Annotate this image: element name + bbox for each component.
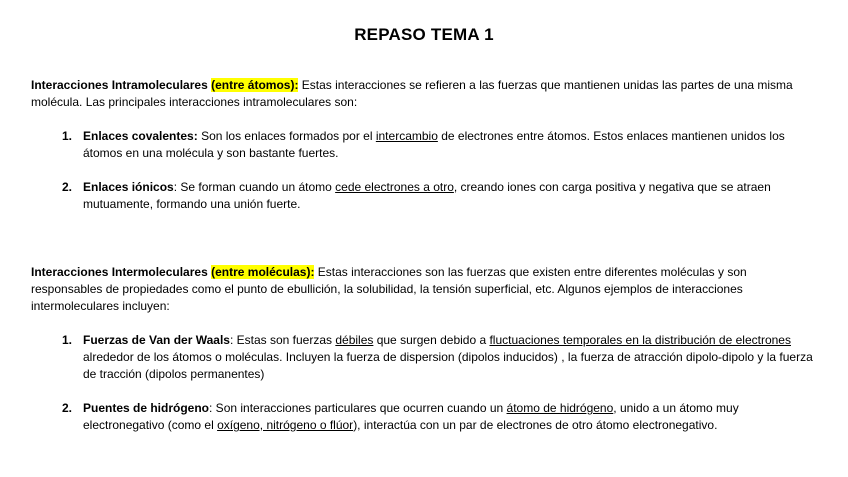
- item-text: de electrones entre átomos. Estos enlaces mantienen unidos los átomos en una molécula y son bastante fuertes.: [83, 129, 785, 160]
- item-underlined: cede electrones a otro: [335, 180, 454, 194]
- item-number: 2.: [62, 401, 73, 415]
- item-term: Puentes de hidrógeno: [83, 401, 210, 415]
- list-item: [31, 400, 821, 434]
- item-underlined: débiles: [335, 333, 374, 347]
- item-number: 2.: [62, 180, 73, 194]
- item-text: ), interactúa con un par de electrones de otro átomo electronegativo.: [353, 418, 718, 432]
- item-text: , creando iones con carga positiva y negativa que se atraen mutuamente, formando una unión fuerte.: [83, 180, 771, 211]
- intramolecular-list-2: [31, 179, 821, 213]
- item-underlined: oxígeno, nitrógeno o flúor: [217, 418, 354, 432]
- item-term: Enlaces covalentes:: [83, 129, 198, 143]
- intramolecular-heading: Interacciones Intramoleculares: [31, 78, 208, 92]
- list-item: [31, 128, 821, 162]
- item-text: que surgen debido a: [373, 333, 490, 347]
- intramolecular-list: [31, 128, 821, 162]
- intermolecular-list: [31, 332, 821, 383]
- intramolecular-highlight: (entre átomos):: [211, 78, 299, 92]
- item-text: alrededor de los átomos o moléculas. Incluyen la fuerza de dispersion (dipolos inducidos) , la fuerza de atracción dipolo-dipolo y la fuerza de tracción (dipolos permanentes): [83, 350, 813, 381]
- item-text: : Estas son fuerzas: [229, 333, 336, 347]
- item-text: : Son interacciones particulares que ocurren cuando un: [209, 401, 507, 415]
- item-term: Enlaces iónicos: [83, 180, 174, 194]
- intermolecular-text: Estas interacciones son las fuerzas que existen entre diferentes moléculas y son responsables de propiedades como el punto de ebullición, la solubilidad, la tensión superficial, etc. Algunos ejemplos de interacciones intermoleculares incluyen:: [31, 265, 747, 313]
- intermolecular-intro: [31, 264, 821, 315]
- item-text: Son los enlaces formados por el: [197, 129, 376, 143]
- intramolecular-text: Estas interacciones se refieren a las fuerzas que mantienen unidas las partes de una misma molécula. Las principales interacciones intramoleculares son:: [31, 78, 793, 109]
- item-underlined: fluctuaciones temporales en la distribución de electrones: [489, 333, 791, 347]
- item-term: Fuerzas de Van der Waals: [83, 333, 230, 347]
- list-item: [31, 332, 821, 383]
- list-item: [31, 179, 821, 213]
- item-underlined: intercambio: [375, 129, 438, 143]
- intermolecular-highlight: (entre moléculas):: [211, 265, 315, 279]
- intermolecular-list-2: [31, 400, 821, 434]
- slide-title: REPASO TEMA 1: [354, 25, 494, 44]
- item-number: 1.: [62, 129, 73, 143]
- item-number: 1.: [62, 333, 73, 347]
- item-text: , unido a un átomo muy electronegativo (como el: [83, 401, 739, 432]
- intramolecular-intro: [31, 77, 821, 111]
- item-text: : Se forman cuando un átomo: [173, 180, 336, 194]
- item-underlined: átomo de hidrógeno: [506, 401, 614, 415]
- intermolecular-heading: Interacciones Intermoleculares: [31, 265, 208, 279]
